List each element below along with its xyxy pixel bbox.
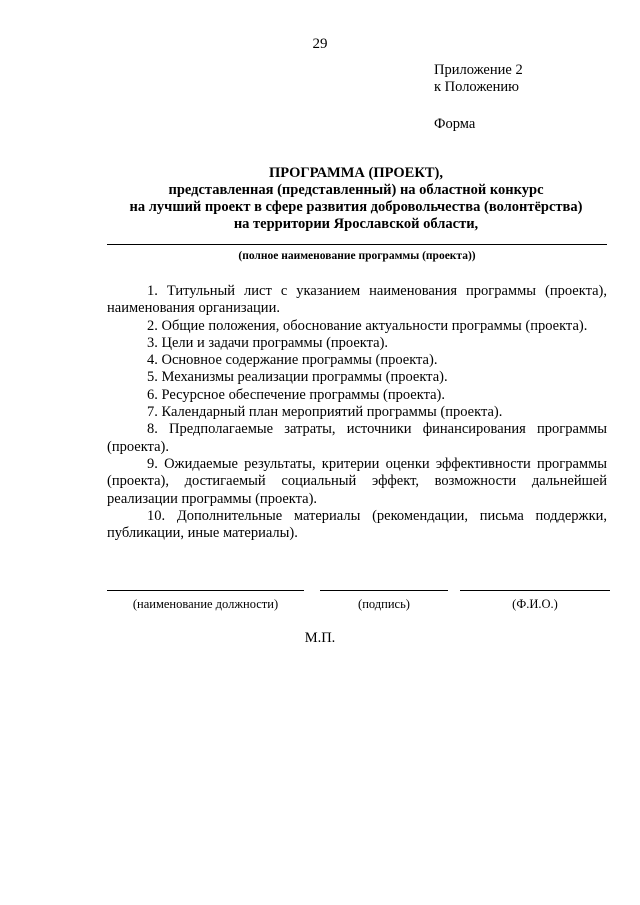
contents-item: 9. Ожидаемые результаты, критерии оценки эффективности программы (проекта), достигаемый социальный эффект, возможности дальнейшей реализации программы (проекта). bbox=[107, 455, 607, 507]
contents-item: 2. Общие положения, обоснование актуальности программы (проекта). bbox=[147, 317, 588, 334]
signature-fill-line bbox=[320, 590, 448, 591]
contents-item: 5. Механизмы реализации программы (проекта). bbox=[147, 369, 448, 386]
contents-item: 8. Предполагаемые затраты, источники финансирования программы (проекта). bbox=[107, 421, 607, 455]
contents-item: 1. Титульный лист с указанием наименования программы (проекта), наименования организации. bbox=[107, 283, 607, 317]
seal-mark: М.П. bbox=[304, 630, 336, 646]
title-line-2: представленная (представленный) на областной конкурс bbox=[168, 182, 544, 198]
contents-item: 4. Основное содержание программы (проекта). bbox=[147, 352, 438, 369]
appendix-line-1: Приложение 2 bbox=[434, 62, 523, 78]
signature-label: (подпись) bbox=[358, 597, 410, 611]
contents-item: 3. Цели и задачи программы (проекта). bbox=[147, 334, 389, 351]
name-label: (Ф.И.О.) bbox=[512, 597, 558, 611]
appendix-line-2: к Положению bbox=[434, 79, 519, 95]
title-caption: (полное наименование программы (проекта)) bbox=[238, 250, 476, 262]
document-title bbox=[100, 165, 612, 233]
title-line-4: на территории Ярославской области, bbox=[233, 216, 479, 232]
title-line-1: ПРОГРАММА (ПРОЕКТ), bbox=[269, 165, 443, 181]
contents-list bbox=[107, 283, 607, 542]
contents-item: 10. Дополнительные материалы (рекомендации, письма поддержки, публикации, иные материалы). bbox=[107, 507, 607, 542]
page-number: 29 bbox=[312, 36, 328, 52]
contents-item: 7. Календарный план мероприятий программы (проекта). bbox=[147, 404, 503, 421]
title-line-3: на лучший проект в сфере развития добровольчества (волонтёрства) bbox=[129, 199, 583, 215]
position-label: (наименование должности) bbox=[132, 597, 279, 611]
name-fill-line bbox=[460, 590, 610, 591]
appendix-note bbox=[434, 62, 523, 96]
title-fill-line bbox=[107, 244, 607, 245]
contents-item: 6. Ресурсное обеспечение программы (проекта). bbox=[147, 386, 445, 403]
position-fill-line bbox=[107, 590, 304, 591]
form-label: Форма bbox=[434, 116, 476, 132]
